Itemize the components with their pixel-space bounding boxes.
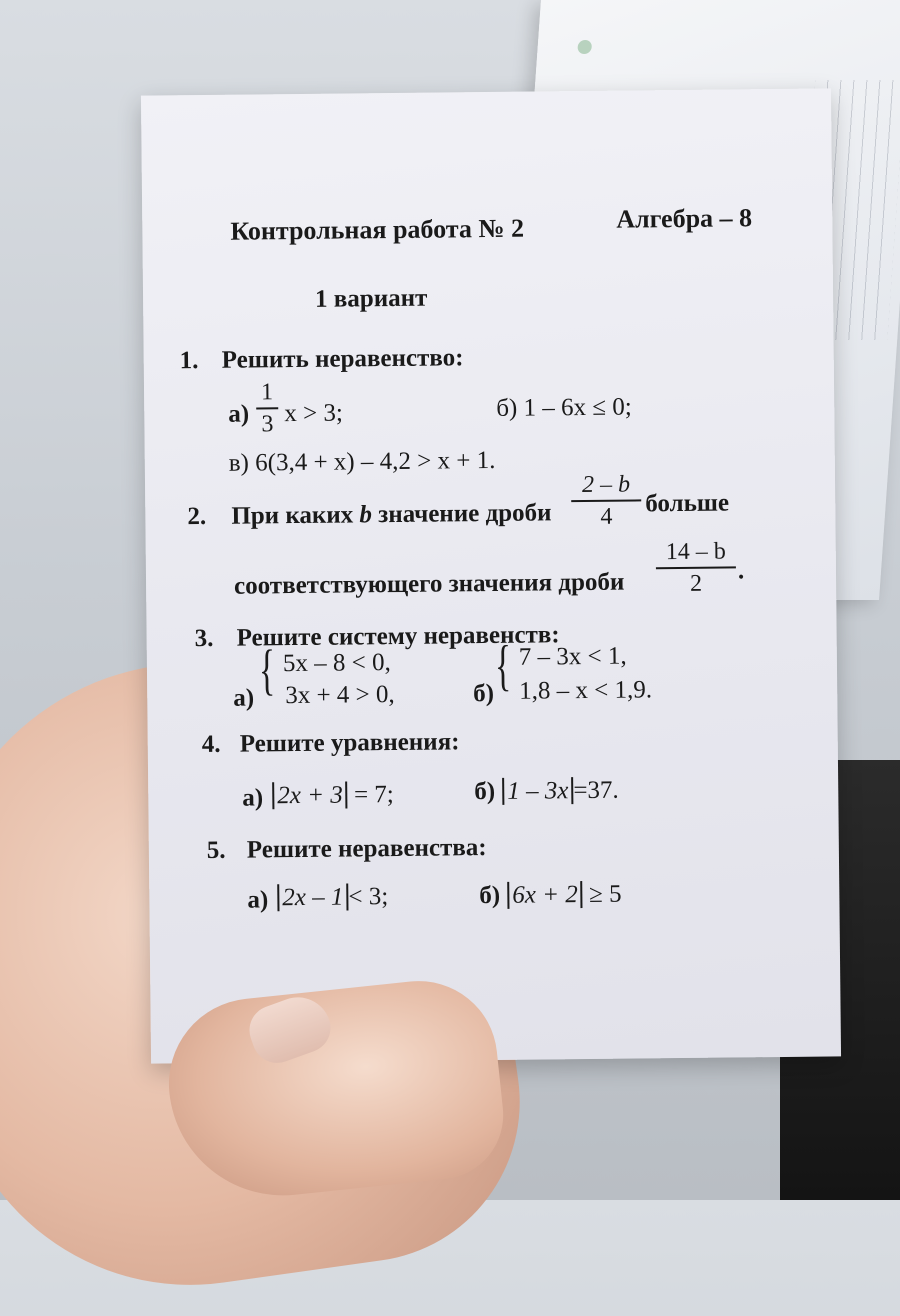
problem-3b-line-1: 7 – 3x < 1, <box>518 642 627 671</box>
problem-3b-brace: { <box>494 634 512 697</box>
problem-2-period: . <box>737 557 745 585</box>
problem-4b-expression: 1 – 3x =37. <box>502 777 619 806</box>
problem-2-number: 2. <box>187 502 207 531</box>
problem-1a-expression: x > 3; <box>284 399 343 428</box>
problem-4a-expression: 2x + 3 = 7; <box>272 781 394 810</box>
problem-5b-expression: 6x + 2 ≥ 5 <box>507 881 621 910</box>
problem-5b-label: б) <box>479 881 501 910</box>
problem-1-title: Решить неравенство: <box>221 344 464 374</box>
problem-4-number: 4. <box>201 730 221 759</box>
problem-3-number: 3. <box>194 624 214 653</box>
problem-2-fraction-2: 14 – b 2 <box>656 539 737 596</box>
problem-2-text: При каких b значение дроби <box>231 499 552 530</box>
problem-1v-expression: в) 6(3,4 + x) – 4,2 > x + 1. <box>228 446 496 477</box>
problem-4-title: Решите уравнения: <box>239 728 460 758</box>
problem-1a-fraction: 1 3 <box>256 380 279 436</box>
problem-1-number: 1. <box>179 347 199 375</box>
problem-3a-line-1: 5x – 8 < 0, <box>282 649 391 678</box>
exam-title: Контрольная работа № 2 <box>230 213 525 246</box>
problem-2-line-2: соответствующего значения дроби <box>233 568 625 600</box>
thumb <box>160 973 509 1206</box>
problem-3a-label: а) <box>233 684 255 712</box>
problem-2-fraction-1: 2 – b 4 <box>571 472 642 529</box>
problem-2-text-end: больше <box>645 489 730 518</box>
problem-4a-label: а) <box>242 784 264 812</box>
problem-3b-line-2: 1,8 – x < 1,9. <box>519 676 653 705</box>
problem-3-title: Решите систему неравенств: <box>236 621 560 652</box>
exam-sheet <box>141 88 841 1063</box>
problem-1a-label: а) <box>228 400 250 428</box>
problem-5a-expression: 2x – 1 < 3; <box>277 883 388 912</box>
variant-label: 1 вариант <box>314 284 428 313</box>
problem-3b-label: б) <box>473 679 495 708</box>
problem-5-title: Решите неравенства: <box>246 834 487 864</box>
subject-label: Алгебра – 8 <box>616 203 753 234</box>
problem-1b-expression: б) 1 – 6x ≤ 0; <box>496 393 632 422</box>
problem-5a-label: а) <box>247 886 269 914</box>
problem-4b-label: б) <box>474 777 496 806</box>
problem-3a-line-2: 3x + 4 > 0, <box>285 681 395 710</box>
problem-5-number: 5. <box>206 836 226 864</box>
problem-3a-brace: { <box>258 639 276 702</box>
